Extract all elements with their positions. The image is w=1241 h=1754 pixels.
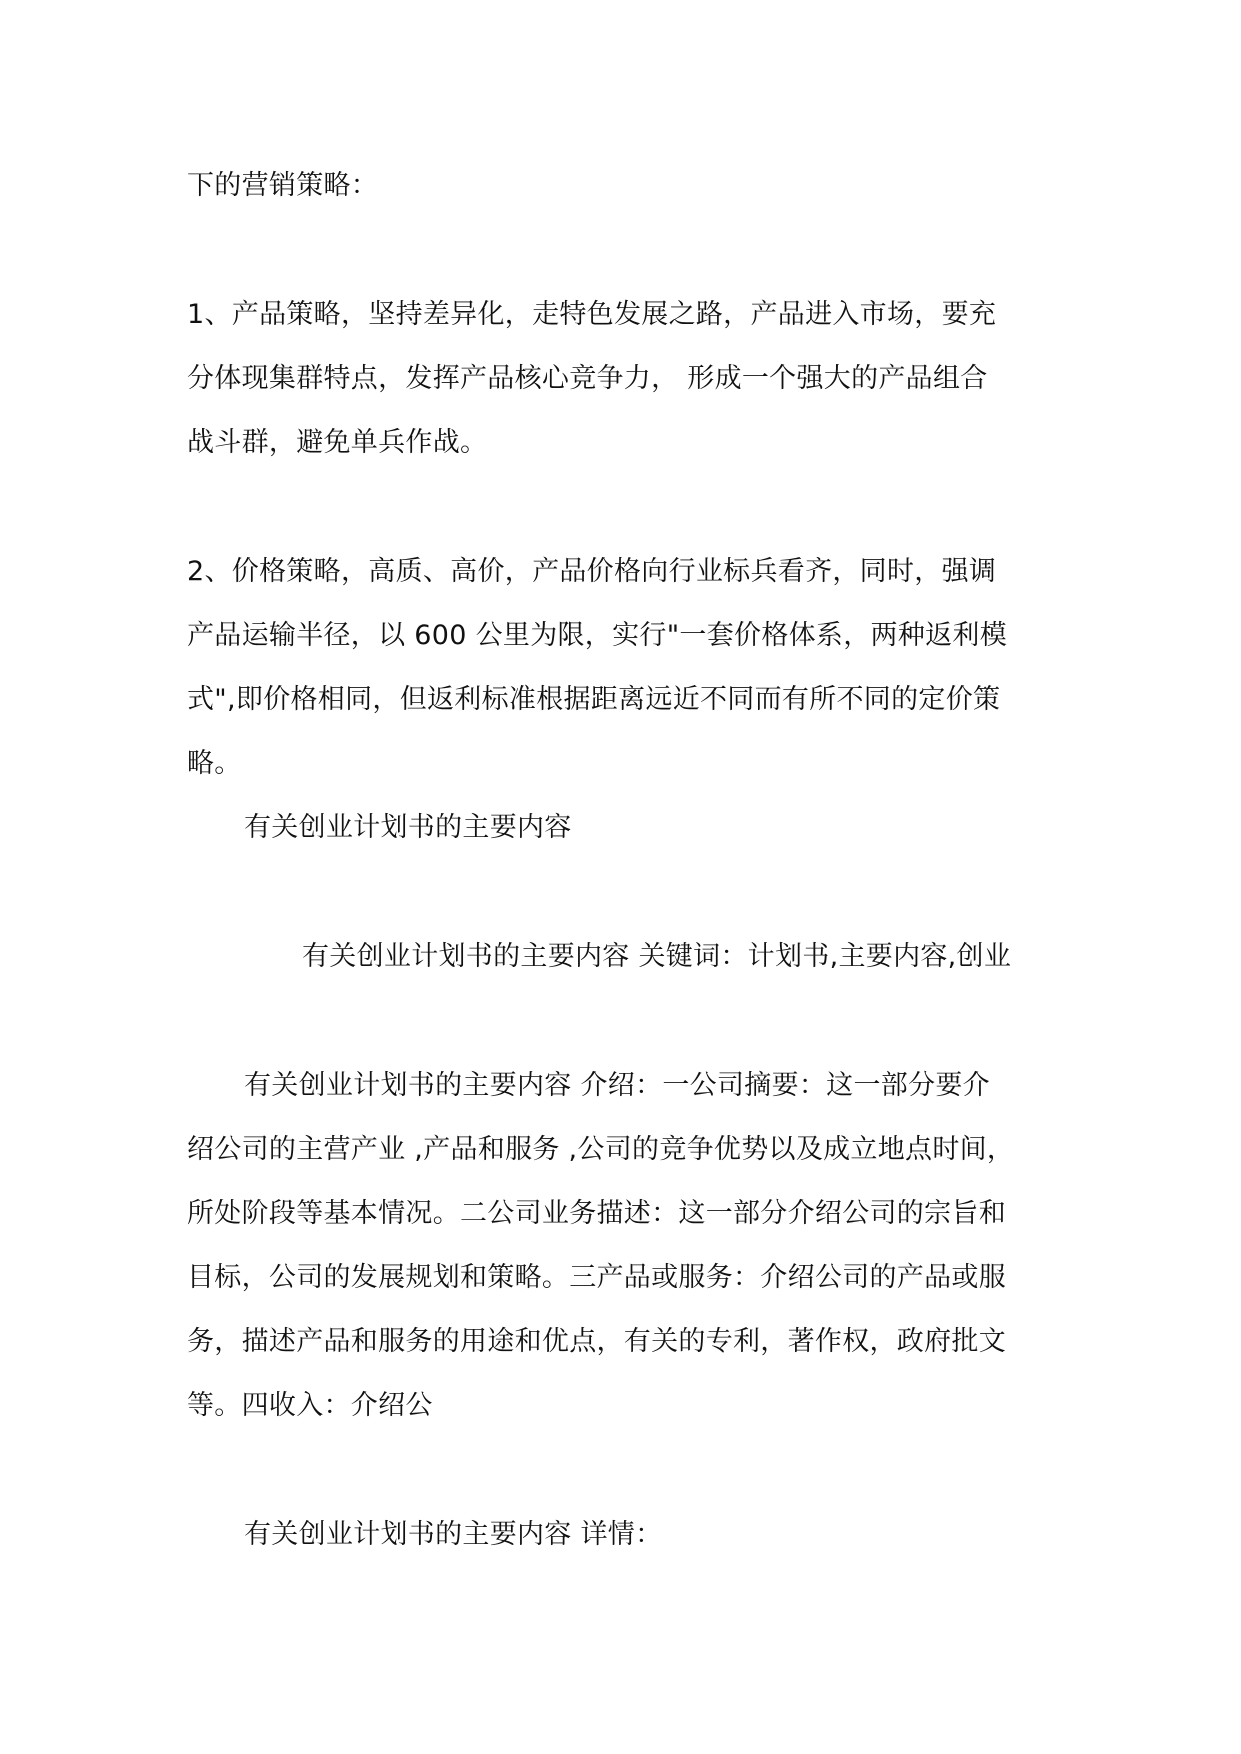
text-line: 分体现集群特点，发挥产品核心竞争力， 形成一个强大的产品组合	[187, 363, 988, 394]
text-line: 下的营销策略：	[187, 170, 379, 201]
text-line: 绍公司的主营产业 ,产品和服务 ,公司的竞争优势以及成立地点时间，	[187, 1134, 1015, 1165]
details-heading: 有关创业计划书的主要内容 详情：	[244, 1519, 663, 1550]
text-line: 所处阶段等基本情况。二公司业务描述：这一部分介绍公司的宗旨和	[187, 1198, 1006, 1229]
text-line: 2、价格策略，高质、高价，产品价格向行业标兵看齐，同时，强调	[187, 556, 997, 587]
section-heading: 有关创业计划书的主要内容	[244, 812, 572, 843]
keywords-line: 有关创业计划书的主要内容 关键词：计划书,主要内容,创业	[302, 941, 1012, 972]
text-line: 目标，公司的发展规划和策略。三产品或服务：介绍公司的产品或服	[187, 1262, 1006, 1293]
text-line: 产品运输半径，以 600 公里为限，实行"一套价格体系，两种返利模	[187, 620, 1008, 651]
text-line: 略。	[187, 748, 242, 779]
text-line: 等。四收入：介绍公	[187, 1390, 433, 1421]
text-line: 1、产品策略，坚持差异化，走特色发展之路，产品进入市场，要充	[187, 299, 997, 330]
text-line: 战斗群，避免单兵作战。	[187, 427, 488, 458]
text-line: 务，描述产品和服务的用途和优点，有关的专利，著作权，政府批文	[187, 1326, 1006, 1357]
text-line: 有关创业计划书的主要内容 介绍：一公司摘要：这一部分要介	[244, 1070, 990, 1101]
text-line: 式",即价格相同，但返利标准根据距离远近不同而有所不同的定价策	[187, 684, 1001, 715]
